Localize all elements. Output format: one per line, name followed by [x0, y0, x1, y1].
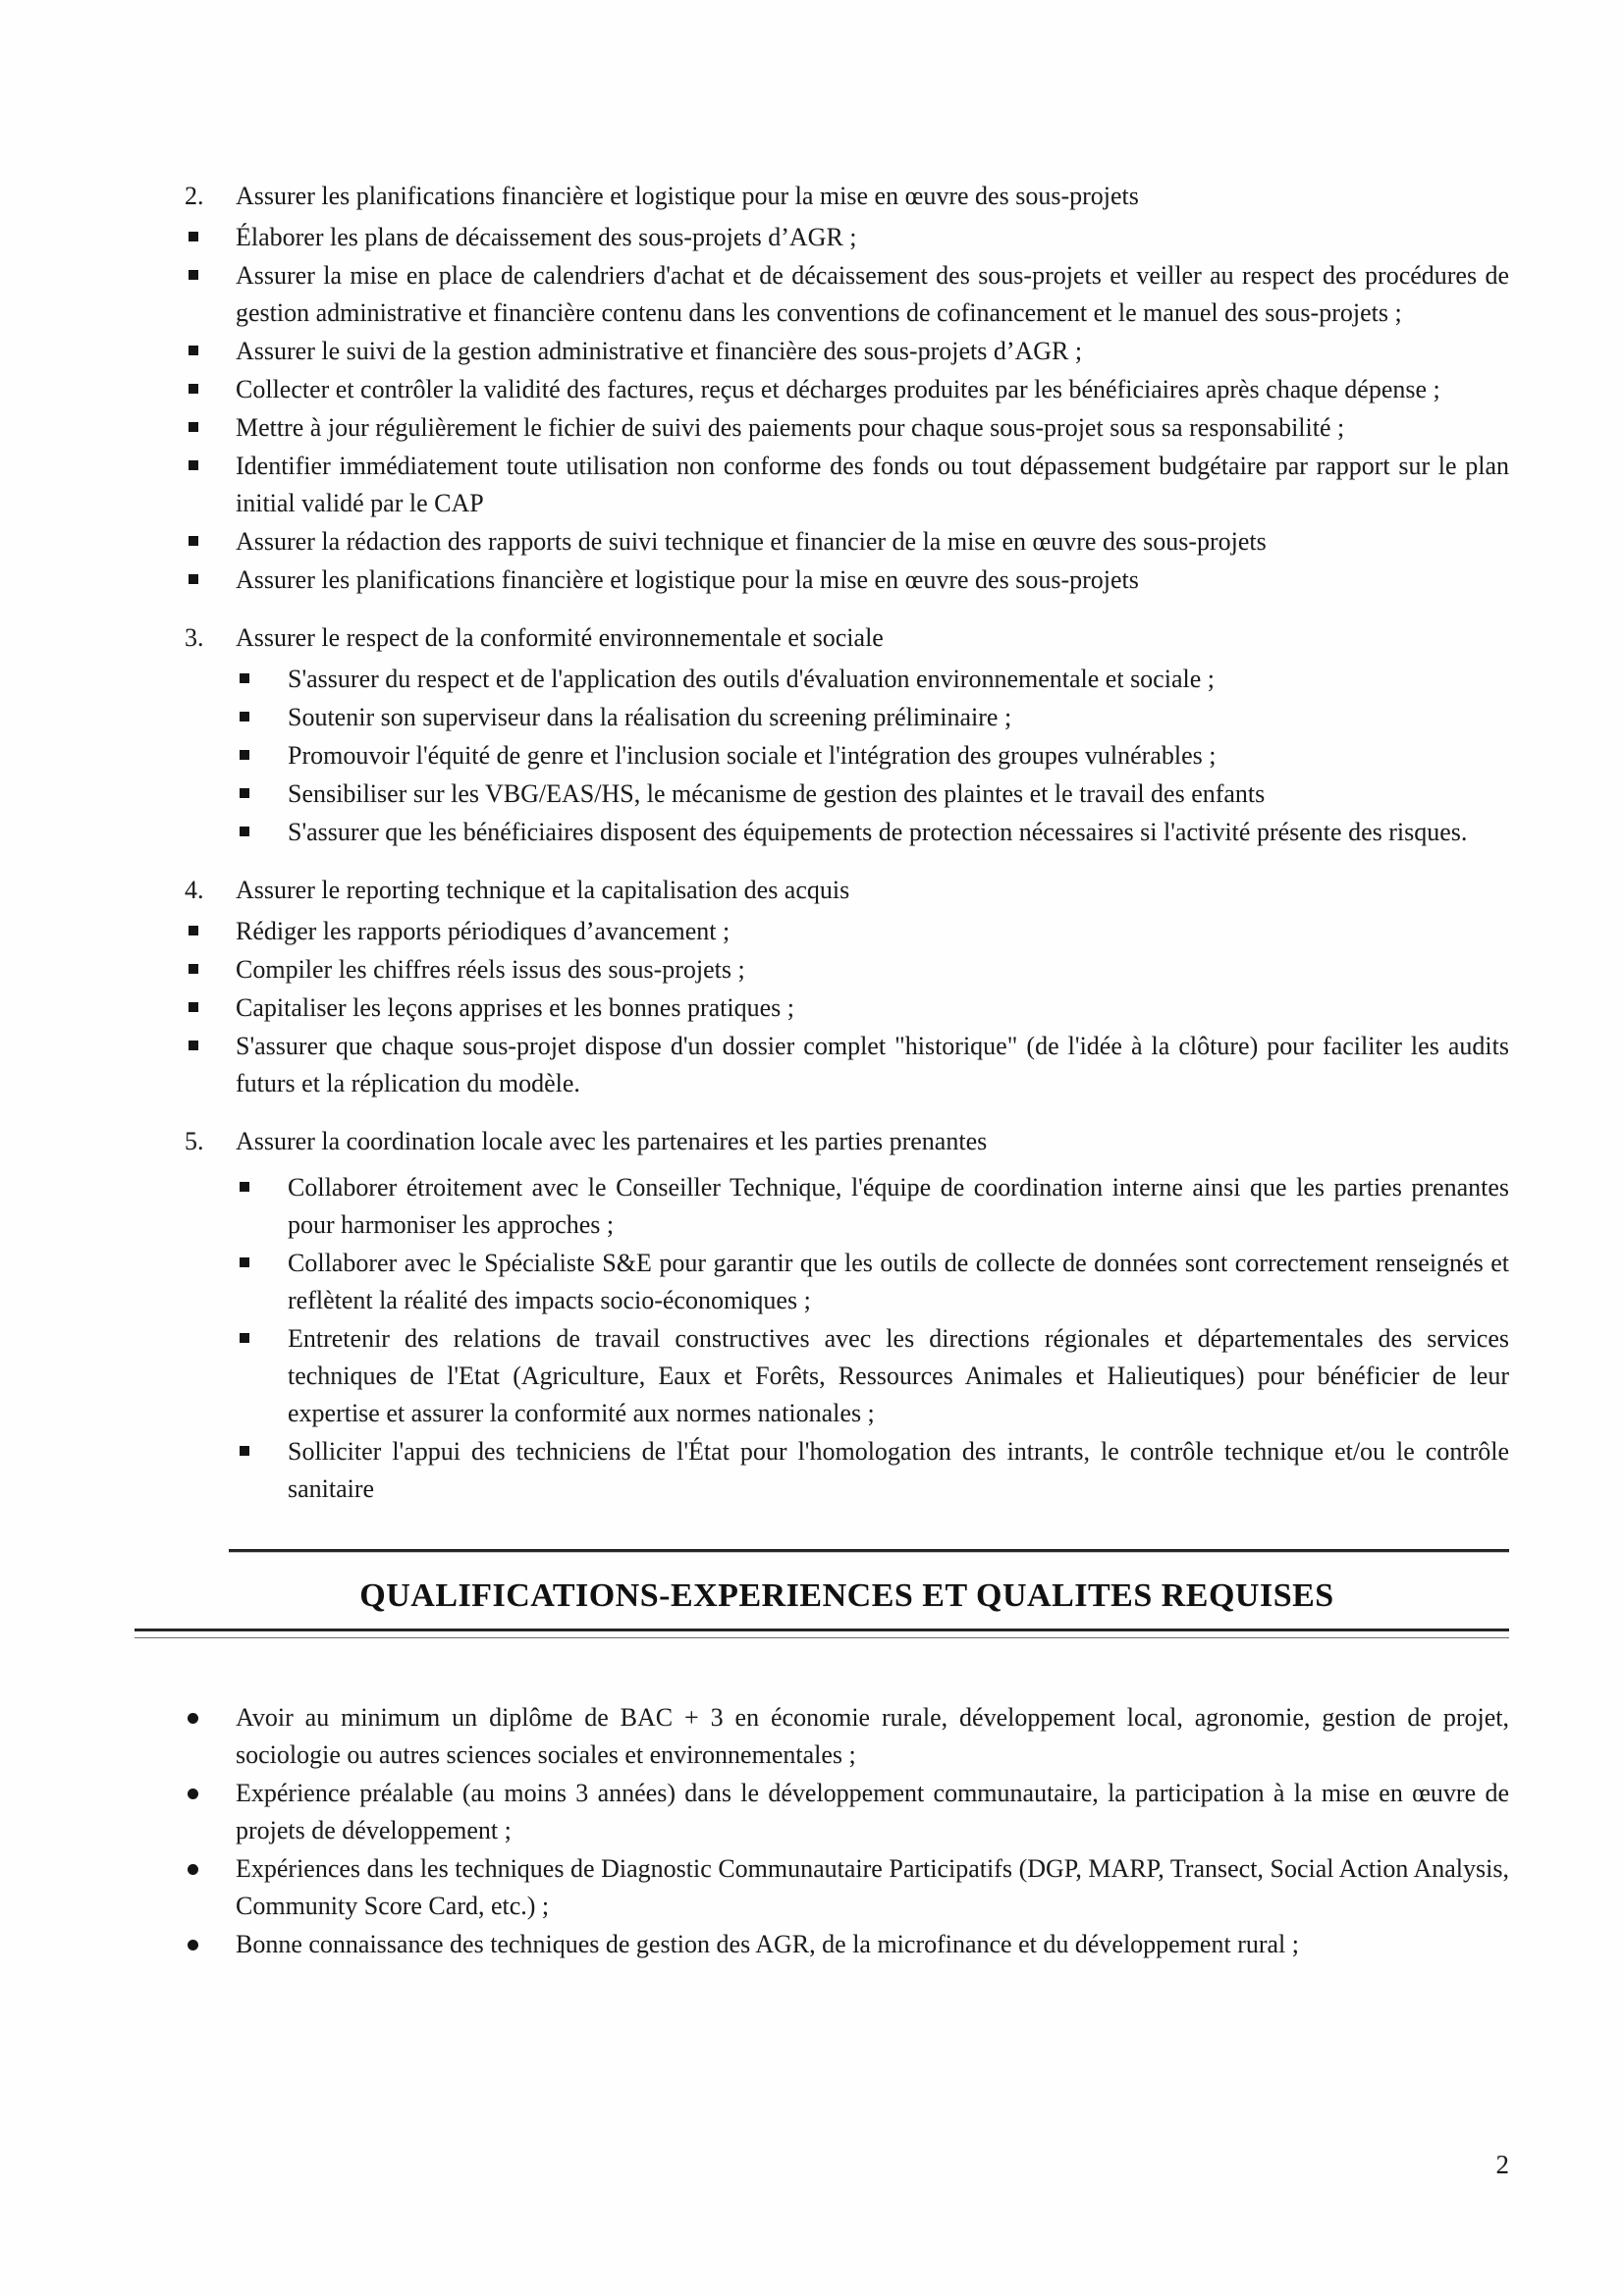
list-item: [185, 257, 1509, 332]
square-bullet-icon: [240, 827, 249, 836]
section-heading: QUALIFICATIONS-EXPERIENCES ET QUALITES REQUISES: [359, 1577, 1334, 1614]
numbered-item-title: Assurer le respect de la conformité environnementale et sociale: [236, 623, 884, 652]
list-item-text: Expériences dans les techniques de Diagnostic Communautaire Participatifs (DGP, MARP, Transect, Social Action Analysis, Community Score Card, etc.) ;: [236, 1854, 1509, 1920]
sub-list-item: [185, 699, 1509, 736]
list-item-text: Mettre à jour régulièrement le fichier de suivi des paiements pour chaque sous-projet sous sa responsabilité ;: [236, 413, 1345, 442]
divider: [229, 1549, 1509, 1552]
numbered-item: [185, 619, 1509, 657]
square-bullet-icon: [189, 460, 198, 470]
sub-list-item: [185, 775, 1509, 813]
square-bullet-icon: [189, 384, 198, 394]
list-item-text: Collaborer avec le Spécialiste S&E pour garantir que les outils de collecte de données sont correctement renseignés et reflètent la réalité des impacts socio-économiques ;: [288, 1249, 1509, 1314]
list-item: [185, 561, 1509, 599]
square-bullet-icon: [189, 1041, 198, 1050]
square-bullet-icon: [240, 1333, 249, 1343]
square-bullet-icon: [189, 926, 198, 935]
list-item: [185, 219, 1509, 256]
list-item: [185, 523, 1509, 561]
square-bullet-icon: [240, 1446, 249, 1456]
list-item-text: Solliciter l'appui des techniciens de l'État pour l'homologation des intrants, le contrôle technique et/ou le contrôle sanitaire: [288, 1437, 1509, 1503]
list-item-text: Expérience préalable (au moins 3 années) dans le développement communautaire, la participation à la mise en œuvre de projets de développement ;: [236, 1779, 1509, 1844]
list-item-text: S'assurer que chaque sous-projet dispose d'un dossier complet "historique" (de l'idée à la clôture) pour faciliter les audits futurs et la réplication du modèle.: [236, 1032, 1509, 1097]
sub-list-item: [185, 1245, 1509, 1319]
square-bullet-icon: [240, 788, 249, 798]
sub-list-item: [185, 661, 1509, 698]
sub-list-item: [185, 814, 1509, 851]
round-bullet-icon: [188, 1789, 198, 1799]
list-item-text: S'assurer du respect et de l'application des outils d'évaluation environnementale et sociale ;: [288, 665, 1215, 693]
square-bullet-icon: [240, 712, 249, 721]
list-item-text: Promouvoir l'équité de genre et l'inclusion sociale et l'intégration des groupes vulnérables ;: [288, 741, 1217, 770]
list-item-text: Rédiger les rapports périodiques d’avancement ;: [236, 917, 731, 945]
list-item-text: Identifier immédiatement toute utilisation non conforme des fonds ou tout dépassement budgétaire par rapport sur le plan initial validé par le CAP: [236, 452, 1509, 517]
list-item-text: Capitaliser les leçons apprises et les bonnes pratiques ;: [236, 993, 794, 1022]
square-bullet-icon: [240, 1257, 249, 1267]
list-item: [185, 409, 1509, 447]
list-item-text: S'assurer que les bénéficiaires disposent des équipements de protection nécessaires si l'activité présente des risques.: [288, 818, 1468, 846]
round-bullet-icon: [188, 1864, 198, 1875]
numbered-item: [185, 872, 1509, 909]
sub-list-item: [185, 1169, 1509, 1244]
square-bullet-icon: [240, 750, 249, 760]
list-item: [185, 951, 1509, 988]
list-item-text: Entretenir des relations de travail constructives avec les directions régionales et départementales des services techniques de l'Etat (Agriculture, Eaux et Forêts, Ressources Animales et Halieutiques) pour bénéficier de leur expertise et assurer la conformité aux normes nationales ;: [288, 1324, 1509, 1427]
list-item: [185, 448, 1509, 522]
list-item: [185, 1926, 1509, 1963]
numbered-item-title: Assurer les planifications financière et logistique pour la mise en œuvre des sous-projets: [236, 182, 1139, 210]
sub-list-item: [185, 737, 1509, 774]
divider: [135, 1629, 1509, 1638]
list-item: [185, 1699, 1509, 1774]
numbered-item-title: Assurer la coordination locale avec les partenaires et les parties prenantes: [236, 1127, 988, 1155]
list-item: [185, 913, 1509, 950]
list-item-text: Compiler les chiffres réels issus des sous-projets ;: [236, 955, 745, 984]
square-bullet-icon: [189, 964, 198, 974]
list-item-text: Soutenir son superviseur dans la réalisation du screening préliminaire ;: [288, 703, 1012, 731]
numbered-item: [185, 1123, 1509, 1160]
square-bullet-icon: [240, 673, 249, 683]
square-bullet-icon: [189, 232, 198, 241]
qualifications-list: [185, 1699, 1509, 1963]
square-bullet-icon: [189, 270, 198, 280]
list-item: [185, 1850, 1509, 1925]
round-bullet-icon: [188, 1940, 198, 1950]
list-item-text: Sensibiliser sur les VBG/EAS/HS, le mécanisme de gestion des plaintes et le travail des enfants: [288, 779, 1266, 808]
list-item: [185, 333, 1509, 370]
square-bullet-icon: [189, 536, 198, 546]
numbered-item-title: Assurer le reporting technique et la capitalisation des acquis: [236, 876, 850, 904]
list-item-text: Collaborer étroitement avec le Conseiller Technique, l'équipe de coordination interne ainsi que les parties prenantes pour harmoniser les approches ;: [288, 1173, 1509, 1239]
square-bullet-icon: [189, 346, 198, 355]
list-item-text: Assurer la mise en place de calendriers d'achat et de décaissement des sous-projets et veiller au respect des procédures de gestion administrative et financière contenu dans les conventions de cofinancement et le manuel des sous-projets ;: [236, 261, 1509, 327]
list-item-text: Élaborer les plans de décaissement des sous-projets d’AGR ;: [236, 223, 857, 251]
list-item: [185, 371, 1509, 408]
list-item-text: Bonne connaissance des techniques de gestion des AGR, de la microfinance et du développement rural ;: [236, 1930, 1299, 1958]
numbered-item: [185, 178, 1509, 215]
round-bullet-icon: [188, 1713, 198, 1724]
sub-list-item: [185, 1320, 1509, 1432]
square-bullet-icon: [189, 574, 198, 584]
sub-list-item: [185, 1433, 1509, 1508]
list-item: [185, 989, 1509, 1027]
square-bullet-icon: [240, 1182, 249, 1192]
item-number: 5.: [185, 1127, 204, 1155]
list-item-text: Collecter et contrôler la validité des factures, reçus et décharges produites par les bénéficiaires après chaque dépense ;: [236, 375, 1440, 403]
list-item-text: Assurer la rédaction des rapports de suivi technique et financier de la mise en œuvre des sous-projets: [236, 527, 1267, 556]
square-bullet-icon: [189, 422, 198, 432]
item-number: 2.: [185, 182, 204, 210]
square-bullet-icon: [189, 1002, 198, 1012]
list-item: [185, 1028, 1509, 1102]
list-item: [185, 1775, 1509, 1849]
list-item-text: Assurer le suivi de la gestion administrative et financière des sous-projets d’AGR ;: [236, 337, 1083, 365]
page-number: 2: [1495, 2150, 1509, 2179]
item-number: 4.: [185, 876, 204, 904]
item-number: 3.: [185, 623, 204, 652]
list-item-text: Assurer les planifications financière et logistique pour la mise en œuvre des sous-projets: [236, 565, 1139, 594]
list-item-text: Avoir au minimum un diplôme de BAC + 3 en économie rurale, développement local, agronomie, gestion de projet, sociologie ou autres sciences sociales et environnementales ;: [236, 1703, 1509, 1769]
